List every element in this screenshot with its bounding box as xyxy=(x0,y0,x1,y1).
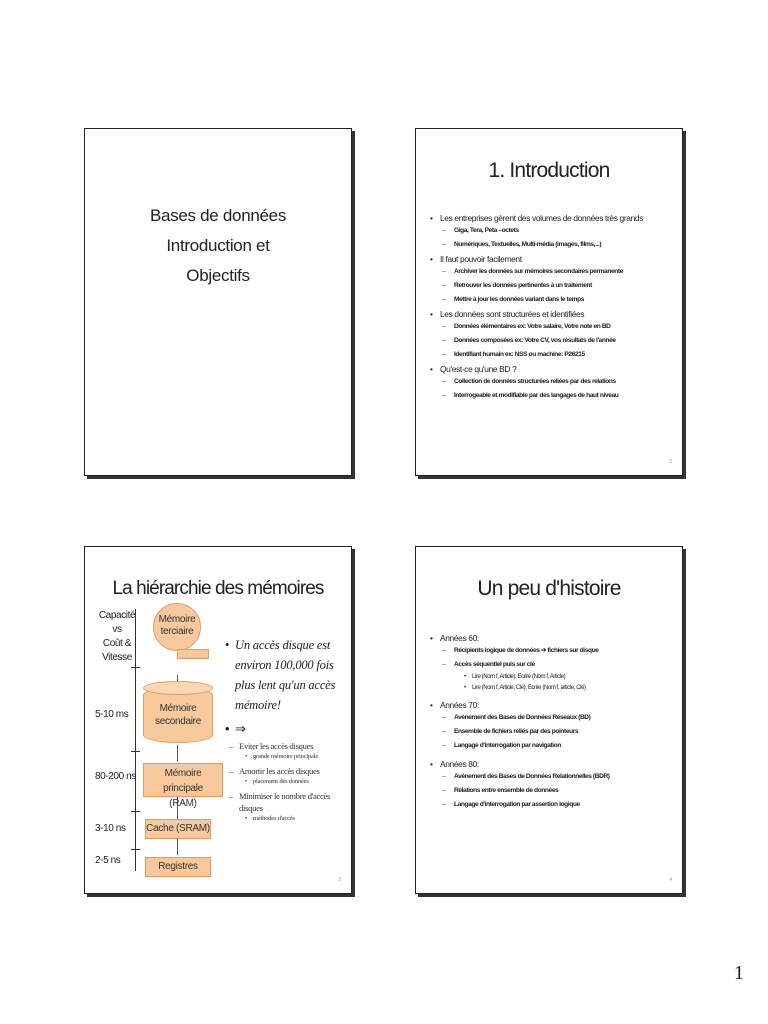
sub-bullet: – Données composées ex: Votre CV, vos résultats de l'année xyxy=(428,334,674,348)
explanation xyxy=(225,635,351,824)
sub-bullet: – Numériques, Textuelles, Multi-média (images, films,...) xyxy=(428,238,674,252)
time-label: 5-10 ms xyxy=(95,709,129,720)
slide-content xyxy=(428,631,674,812)
title-line: Bases de données xyxy=(149,206,287,225)
sub-bullet: – Avènement des Bases de Données Réseaux (BD) xyxy=(428,711,674,725)
sub-bullet: – Accès séquentiel puis sur clé xyxy=(428,658,674,672)
slide-4 xyxy=(415,546,683,894)
sub-bullet: – Retrouver les données pertinentes à un traitement xyxy=(428,279,674,293)
slide-page-number: 3 xyxy=(338,877,341,883)
sub-bullet: – Avènement des Bases de Données Relationnelles (BDR) xyxy=(428,770,674,784)
sub-bullet: – Ensemble de fichiers reliés par des pointeurs xyxy=(428,725,674,739)
axis-line xyxy=(135,609,136,871)
sub-bullet: – Mettre à jour les données variant dans le temps xyxy=(428,293,674,307)
slide-content xyxy=(428,211,674,403)
sub-bullet: – Relations entre ensemble de données xyxy=(428,784,674,798)
bullet: • Années 60: xyxy=(428,633,674,644)
title-line: Introduction et xyxy=(166,236,270,255)
time-label: 80-200 ns xyxy=(95,771,136,782)
capacity-label xyxy=(95,609,139,665)
sub-bullet: – Langage d'interrogation par assertion logique xyxy=(428,798,674,812)
sub-sub-bullet: • Lire (Nom f, Article, Clé), Ecrire (Nom f, article, Clé) xyxy=(428,683,674,694)
sub-bullet: – Collection de données structurées reliées par des relations xyxy=(428,375,674,389)
connector-line xyxy=(177,745,178,761)
bullet: • Les entreprises gèrent des volumes de données très grands xyxy=(428,213,674,224)
tertiary-memory-node xyxy=(153,603,201,651)
sub-sub-bullet: • Lire (Nom f, Article), Ecrire (Nom f, Article) xyxy=(428,672,674,683)
slide-page-number: 2 xyxy=(669,459,672,465)
axis-tick xyxy=(131,811,140,812)
slide-1-title xyxy=(85,201,351,291)
registers-node: Registres xyxy=(145,857,211,877)
node-label: Mémoire xyxy=(159,703,197,714)
sub-bullet: – Récipients logique de données ➔ fichiers sur disque xyxy=(428,644,674,658)
title-line: Objectifs xyxy=(186,266,250,285)
sub-bullet: – Langage d'interrogation par navigation xyxy=(428,739,674,753)
sub-detail: • méthodes d'accès xyxy=(225,814,351,824)
capacity-label-line: Coût & xyxy=(102,638,132,649)
capacity-label-line: Capacité xyxy=(98,610,136,621)
node-label: terciaire xyxy=(160,626,194,637)
slide-1 xyxy=(84,128,352,476)
sub-detail: • placement des données xyxy=(225,777,351,787)
capacity-label-line: vs xyxy=(112,624,122,635)
bullet: • Années 80: xyxy=(428,759,674,770)
slide-title: La hiérarchie des mémoires xyxy=(112,578,324,599)
node-label: Mémoire principale xyxy=(163,768,203,794)
sub-bullet: – Données élémentaires ex: Votre salaire, Votre note en BD xyxy=(428,320,674,334)
sub-bullet: – Archiver les données sur mémoires secondaires permanente xyxy=(428,265,674,279)
connector-line xyxy=(177,839,178,855)
sub-bullet: – Interrogeable et modifiable par des langages de haut niveau xyxy=(428,389,674,403)
sub-bullet: – Giga, Tera, Peta –octets xyxy=(428,224,674,238)
bullet: • Les données sont structurées et identifiées xyxy=(428,309,674,320)
time-label: 2-5 ns xyxy=(95,855,121,866)
sub-detail: • grande mémoire principale xyxy=(225,752,351,762)
cache-node: Cache (SRAM) xyxy=(145,819,211,839)
bullet: • Années 70: xyxy=(428,700,674,711)
arrow-bullet: • ⇒ xyxy=(225,721,351,737)
node-label: Mémoire xyxy=(158,614,196,625)
slide-title: 1. Introduction xyxy=(488,159,610,182)
sub-point: – Amortir les accès disques xyxy=(225,765,351,777)
axis-tick xyxy=(131,849,140,850)
sub-bullet: – Identifiant humain ex: NSS ou machine: P26215 xyxy=(428,348,674,362)
secondary-memory-node xyxy=(143,687,213,743)
sub-point: – Minimiser le nombre d'accès disques xyxy=(225,790,351,814)
slide-2 xyxy=(415,128,683,476)
bullet: • Qu'est-ce qu'une BD ? xyxy=(428,364,674,375)
page-number: 1 xyxy=(734,962,744,984)
sub-point: – Eviter les accès disques xyxy=(225,740,351,752)
slide-3 xyxy=(84,546,352,894)
node-label: (RAM) xyxy=(169,798,197,809)
capacity-label-line: Vitesse xyxy=(102,652,132,663)
axis-tick xyxy=(131,667,140,668)
cylinder-top xyxy=(143,681,213,695)
axis-tick xyxy=(131,751,140,752)
ram-node xyxy=(143,763,223,809)
bullet: • Il faut pouvoir facilement xyxy=(428,254,674,265)
slide-page-number: 4 xyxy=(669,877,672,883)
slide-title: Un peu d'histoire xyxy=(477,577,621,600)
main-point: • Un accès disque est environ 100,000 fois plus lent qu'un accès mémoire! xyxy=(225,635,351,715)
node-label: secondaire xyxy=(155,716,201,727)
tertiary-memory-tape xyxy=(177,649,209,659)
time-label: 3-10 ns xyxy=(95,823,126,834)
